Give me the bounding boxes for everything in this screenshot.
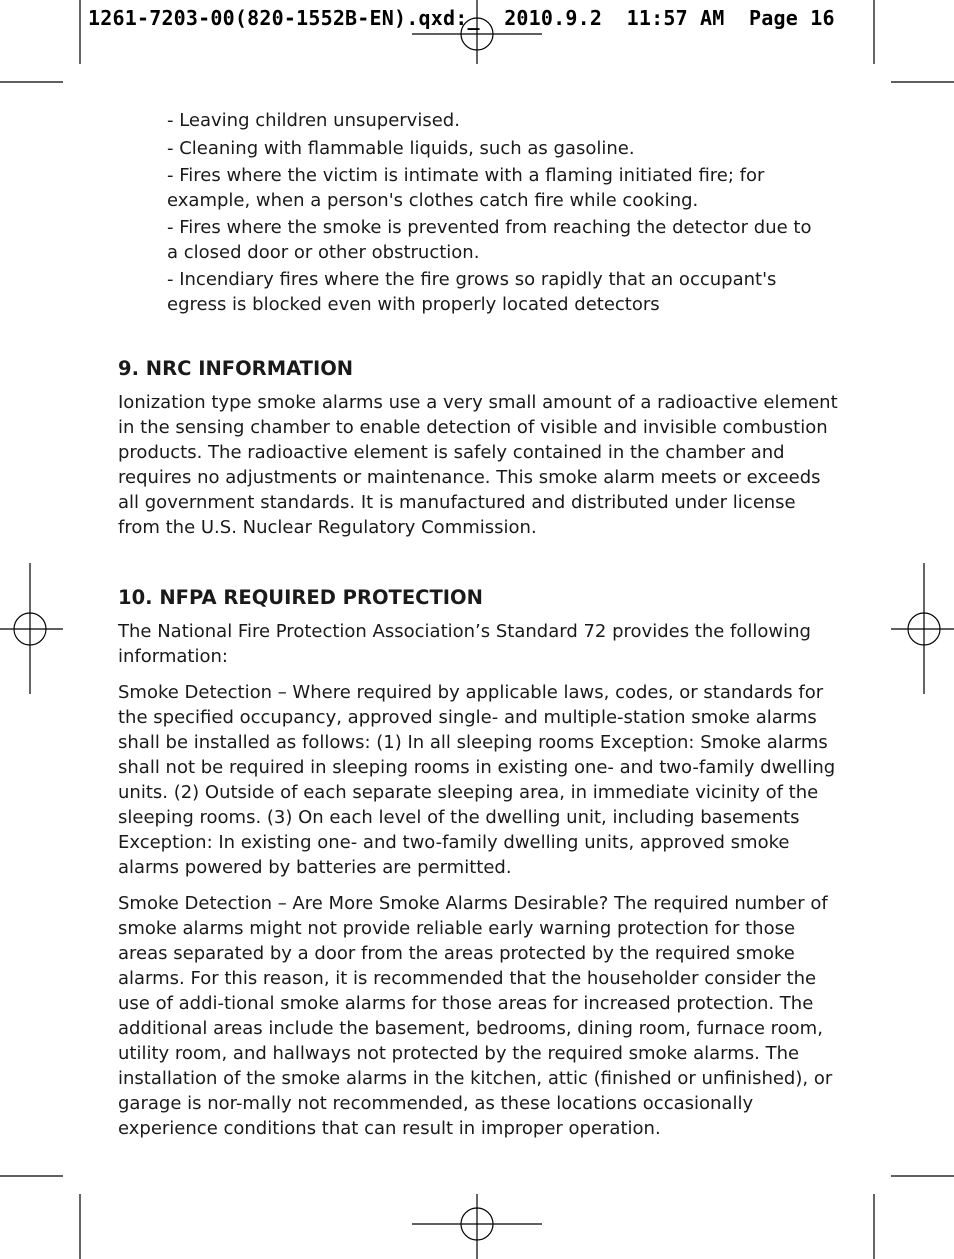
list-item: - Leaving children unsupervised.: [167, 110, 460, 131]
section-paragraph: The National Fire Protection Association’s Standard 72 provides the following information:: [118, 621, 811, 667]
section-heading: 10. NFPA REQUIRED PROTECTION: [118, 586, 483, 609]
list-item: - Incendiary fires where the fire grows so rapidly that an occupant's egress is blocked even with properly located detectors: [167, 269, 777, 315]
section-paragraph: Ionization type smoke alarms use a very small amount of a radioactive element in the sensing chamber to enable detection of visible and invisible combustion products. The radioactive element is safely contained in the chamber and requires no adjustments or maintenance. This smoke alarm meets or exceeds all government standards. It is manufactured and distributed under license from the U.S. Nuclear Regulatory Commission.: [118, 392, 838, 538]
registration-mark-left: [0, 563, 63, 694]
section-heading: 9. NRC INFORMATION: [118, 357, 354, 380]
section-paragraph: Smoke Detection – Are More Smoke Alarms Desirable? The required number of smoke alarms might not provide reliable early warning protection for those areas separated by a door from the areas protected by the required smoke alarms. For this reason, it is recommended that the householder consider the use of addi-tional smoke alarms for those areas for increased protection. The additional areas include the basement, bedrooms, dining room, furnace room, utility room, and hallways not protected by the required smoke alarms. The installation of the smoke alarms in the kitchen, attic (finished or unfinished), or garage is nor-mally not recommended, as these locations occasionally experience conditions that can result in improper operation.: [118, 893, 833, 1139]
bullet-list: [167, 109, 817, 320]
section-nrc-information: [118, 356, 840, 551]
registration-mark-right: [891, 563, 954, 694]
list-item: - Fires where the victim is intimate with a flaming initiated fire; for example, when a person's clothes catch fire while cooking.: [167, 165, 765, 211]
list-item: - Cleaning with flammable liquids, such as gasoline.: [167, 137, 635, 159]
section-nfpa-required-protection: [118, 585, 840, 1152]
registration-mark-bottom: [412, 1194, 542, 1259]
print-slug-header: 1261-7203-00(820-1552B-EN).qxd:_ 2010.9.2 11:57 AM Page 16: [88, 6, 835, 30]
section-paragraph: Smoke Detection – Where required by applicable laws, codes, or standards for the specified occupancy, approved single- and multiple-station smoke alarms shall be installed as follows: (1) In all sleeping rooms Exception: Smoke alarms shall not be required in sleeping rooms in existing one- and two-family dwelling units. (2) Outside of each separate sleeping area, in immediate vicinity of the sleeping rooms. (3) On each level of the dwelling unit, including basements Exception: In existing one- and two-family dwelling units, approved smoke alarms powered by batteries are permitted.: [118, 682, 836, 878]
list-item: - Fires where the smoke is prevented from reaching the detector due to a closed door or other obstruction.: [167, 217, 812, 263]
